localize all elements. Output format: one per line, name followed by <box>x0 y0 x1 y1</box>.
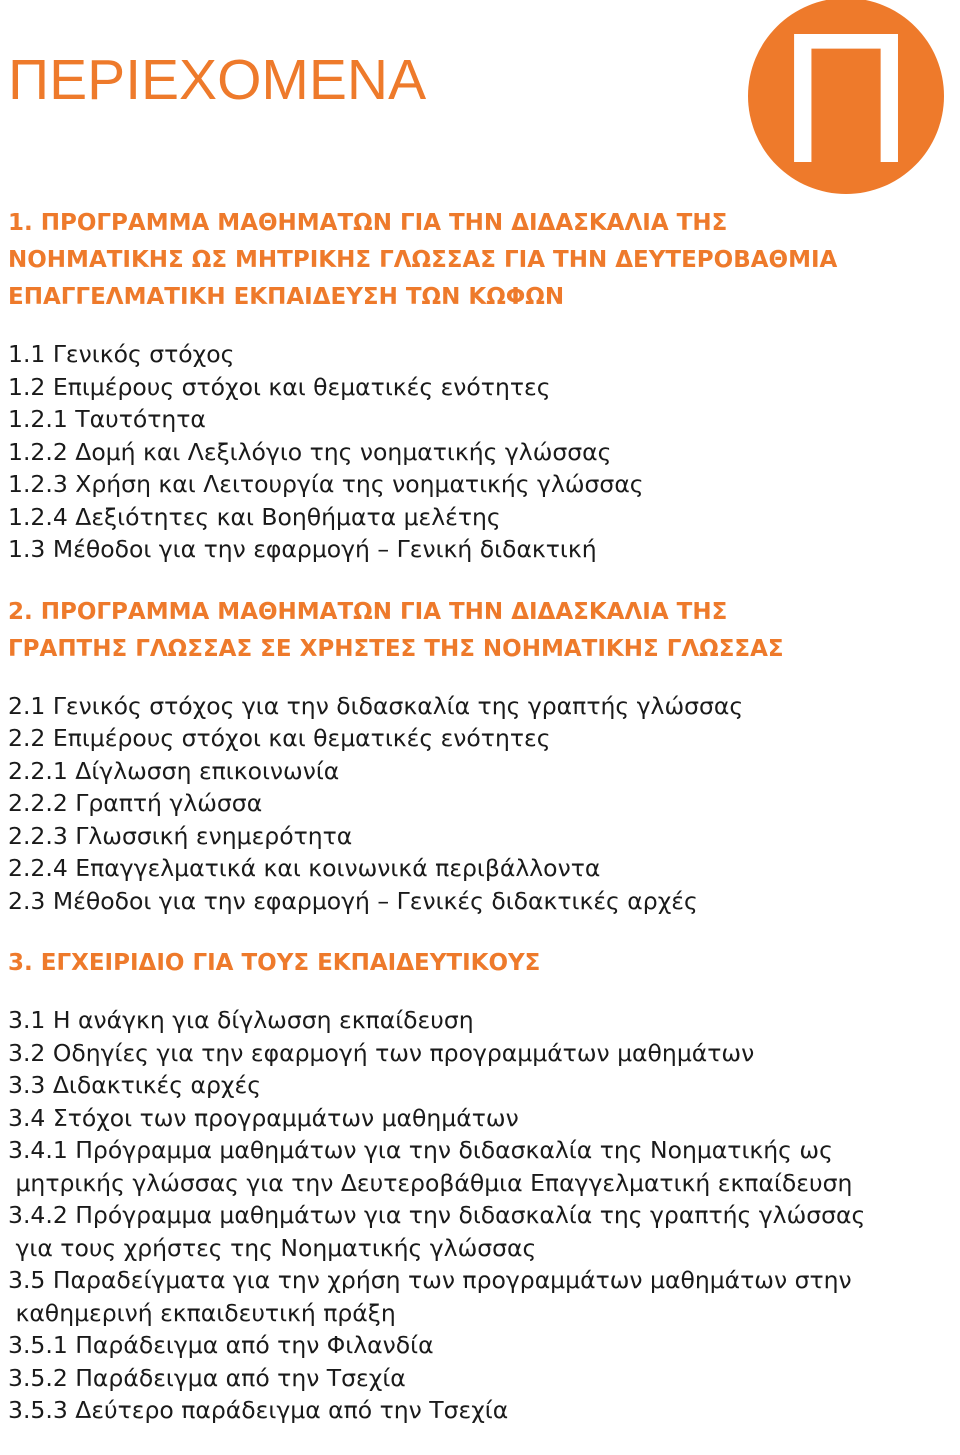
toc-entry: 3.4 Στόχοι των προγραμμάτων μαθημάτων <box>8 1103 519 1132</box>
toc-entry: 2.2.3 Γλωσσική ενημερότητα <box>8 821 353 850</box>
toc-entry: 3.5.2 Παράδειγμα από την Τσεχία <box>8 1363 406 1392</box>
toc-entry: 1.2.4 Δεξιότητες και Βοηθήματα μελέτης <box>8 502 501 531</box>
toc-entry: 3.1 Η ανάγκη για δίγλωσση εκπαίδευση <box>8 1006 474 1034</box>
toc-entry: 2.2 Επιμέρους στόχοι και θεματικές ενότητες <box>8 724 551 752</box>
section-heading <box>8 594 948 668</box>
section-heading-line: 2. ΠΡΟΓΡΑΜΜΑ ΜΑΘΗΜΑΤΩΝ ΓΙΑ ΤΗΝ ΔΙΔΑΣΚΑΛΙΑ ΤΗΣ <box>8 598 728 625</box>
section-heading-line: ΕΠΑΓΓΕΛΜΑΤΙΚΗ ΕΚΠΑΙΔΕΥΣΗ ΤΩΝ ΚΩΦΩΝ <box>8 284 565 310</box>
section-heading-line: 1. ΠΡΟΓΡΑΜΜΑ ΜΑΘΗΜΑΤΩΝ ΓΙΑ ΤΗΝ ΔΙΔΑΣΚΑΛΙΑ ΤΗΣ <box>8 210 728 236</box>
section-heading-line: ΓΡΑΠΤΗΣ ΓΛΩΣΣΑΣ ΣΕ ΧΡΗΣΤΕΣ ΤΗΣ ΝΟΗΜΑΤΙΚΗΣ ΓΛΩΣΣΑΣ <box>8 635 784 662</box>
toc-entry: 3.4.2 Πρόγραμμα μαθημάτων για την διδασκαλία της γραπτής γλώσσας <box>8 1201 866 1229</box>
toc-entry: 1.2 Επιμέρους στόχοι και θεματικές ενότητες <box>8 372 551 401</box>
toc-section-1 <box>8 205 948 566</box>
chapter-badge <box>748 0 944 194</box>
toc-entry-continuation: για τους χρήστες της Νοηματικής γλώσσας <box>8 1233 537 1262</box>
toc-entry: 3.5.1 Παράδειγμα από την Φιλανδία <box>8 1331 434 1359</box>
toc-entry: 3.5 Παραδείγματα για την χρήση των προγραμμάτων μαθημάτων στην <box>8 1266 852 1294</box>
toc-entry: 3.2 Οδηγίες για την εφαρμογή των προγραμμάτων μαθημάτων <box>8 1038 755 1067</box>
toc-entry: 2.3 Μέθοδοι για την εφαρμογή – Γενικές διδακτικές αρχές <box>8 886 698 915</box>
toc-section-3 <box>8 945 948 1427</box>
section-heading <box>8 945 948 982</box>
toc-entry: 1.2.1 Ταυτότητα <box>8 405 206 433</box>
toc-entry: 3.4.1 Πρόγραμμα μαθημάτων για την διδασκαλία της Νοηματικής ως <box>8 1136 833 1164</box>
toc-entry: 2.2.4 Επαγγελματικά και κοινωνικά περιβάλλοντα <box>8 854 601 882</box>
toc-entry: 1.1 Γενικός στόχος <box>8 340 235 368</box>
section-heading-line: ΝΟΗΜΑΤΙΚΗΣ ΩΣ ΜΗΤΡΙΚΗΣ ΓΛΩΣΣΑΣ ΓΙΑ ΤΗΝ ΔΕΥΤΕΡΟΒΑΘΜΙΑ <box>8 247 838 273</box>
section-heading <box>8 205 948 316</box>
toc-entry: 2.2.1 Δίγλωσση επικοινωνία <box>8 756 340 785</box>
toc-entry: 1.2.3 Χρήση και Λειτουργία της νοηματικής γλώσσας <box>8 470 644 498</box>
table-of-contents <box>8 205 948 1455</box>
toc-entry-continuation: καθημερινή εκπαιδευτική πράξη <box>8 1298 396 1327</box>
badge-letter: Π <box>778 0 914 194</box>
toc-entry-continuation: μητρικής γλώσσας για την Δευτεροβάθμια Επαγγελματική εκπαίδευση <box>8 1168 853 1197</box>
toc-entry: 2.2.2 Γραπτή γλώσσα <box>8 789 263 817</box>
page-title: ΠΕΡΙΕΧΟΜΕΝΑ <box>8 48 427 112</box>
toc-section-2 <box>8 594 948 918</box>
toc-entry: 3.3 Διδακτικές αρχές <box>8 1071 261 1099</box>
toc-entry: 2.1 Γενικός στόχος για την διδασκαλία της γραπτής γλώσσας <box>8 691 744 720</box>
section-heading-line: 3. ΕΓΧΕΙΡΙΔΙΟ ΓΙΑ ΤΟΥΣ ΕΚΠΑΙΔΕΥΤΙΚΟΥΣ <box>8 950 541 976</box>
toc-entry: 1.3 Μέθοδοι για την εφαρμογή – Γενική διδακτική <box>8 535 597 563</box>
toc-entry: 1.2.2 Δομή και Λεξιλόγιο της νοηματικής γλώσσας <box>8 437 612 466</box>
toc-entry: 3.5.3 Δεύτερο παράδειγμα από την Τσεχία <box>8 1396 509 1424</box>
